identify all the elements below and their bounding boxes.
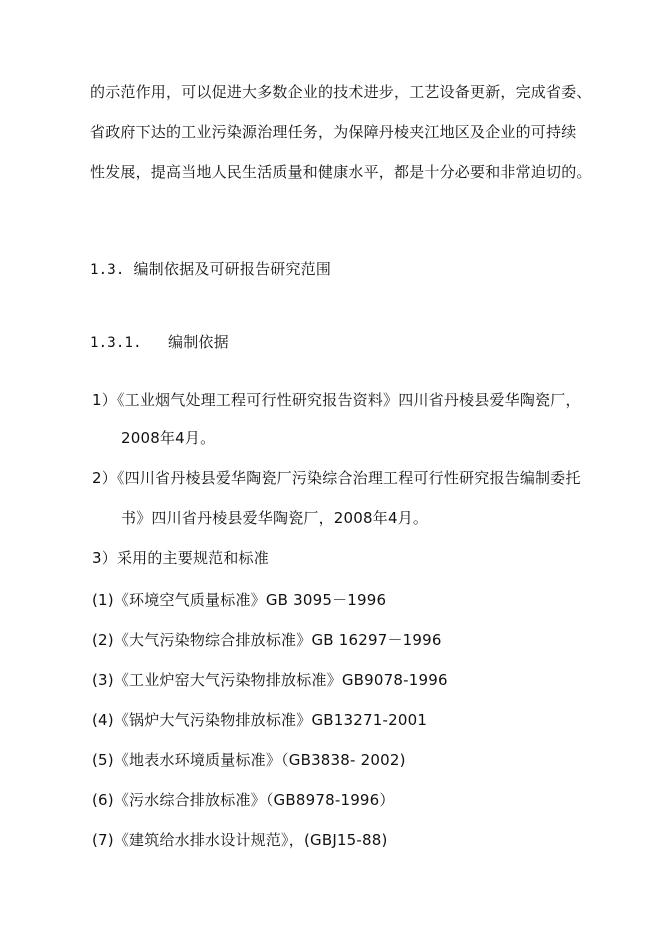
paragraph-line-2: 省政府下达的工业污染源治理任务，为保障丹棱夹江地区及企业的可持续 bbox=[90, 123, 577, 141]
section-1-3-heading bbox=[90, 259, 331, 280]
standard-item: (2)《大气污染物综合排放标准》GB 16297－1996 bbox=[92, 631, 442, 649]
section-1-3-1-title: 编制依据 bbox=[168, 333, 229, 351]
section-1-3-1-number: 1.3.1. bbox=[90, 335, 142, 351]
basis-item-2-line-2: 书》四川省丹棱县爱华陶瓷厂，2008年4月。 bbox=[121, 509, 429, 527]
paragraph-line-1: 的示范作用，可以促进大多数企业的技术进步，工艺设备更新，完成省委、 bbox=[90, 83, 592, 101]
section-1-3-1-heading bbox=[90, 332, 229, 353]
basis-item-2-line-1: 2）《四川省丹棱县爱华陶瓷厂污染综合治理工程可行性研究报告编制委托 bbox=[92, 469, 581, 487]
basis-item-3: 3）采用的主要规范和标准 bbox=[92, 549, 269, 567]
paragraph-line-3: 性发展，提高当地人民生活质量和健康水平，都是十分必要和非常迫切的。 bbox=[90, 163, 592, 181]
standard-item: (3)《工业炉窑大气污染物排放标准》GB9078-1996 bbox=[92, 671, 448, 689]
standard-item: (1)《环境空气质量标准》GB 3095－1996 bbox=[92, 591, 387, 609]
section-1-3-title: 编制依据及可研报告研究范围 bbox=[133, 260, 332, 278]
basis-item-1-line-1: 1）《工业烟气处理工程可行性研究报告资料》四川省丹棱县爱华陶瓷厂， bbox=[92, 391, 581, 409]
section-1-3-number: 1.3. bbox=[90, 262, 125, 278]
standard-item: (7)《建筑给水排水设计规范》，(GBJ15-88) bbox=[92, 831, 388, 849]
standard-item: (5)《地表水环境质量标准》（GB3838- 2002) bbox=[92, 751, 406, 769]
standard-item: (4)《锅炉大气污染物排放标准》GB13271-2001 bbox=[92, 711, 428, 729]
standard-item: (6)《污水综合排放标准》（GB8978-1996） bbox=[92, 791, 395, 809]
basis-item-1-line-2: 2008年4月。 bbox=[121, 429, 216, 447]
